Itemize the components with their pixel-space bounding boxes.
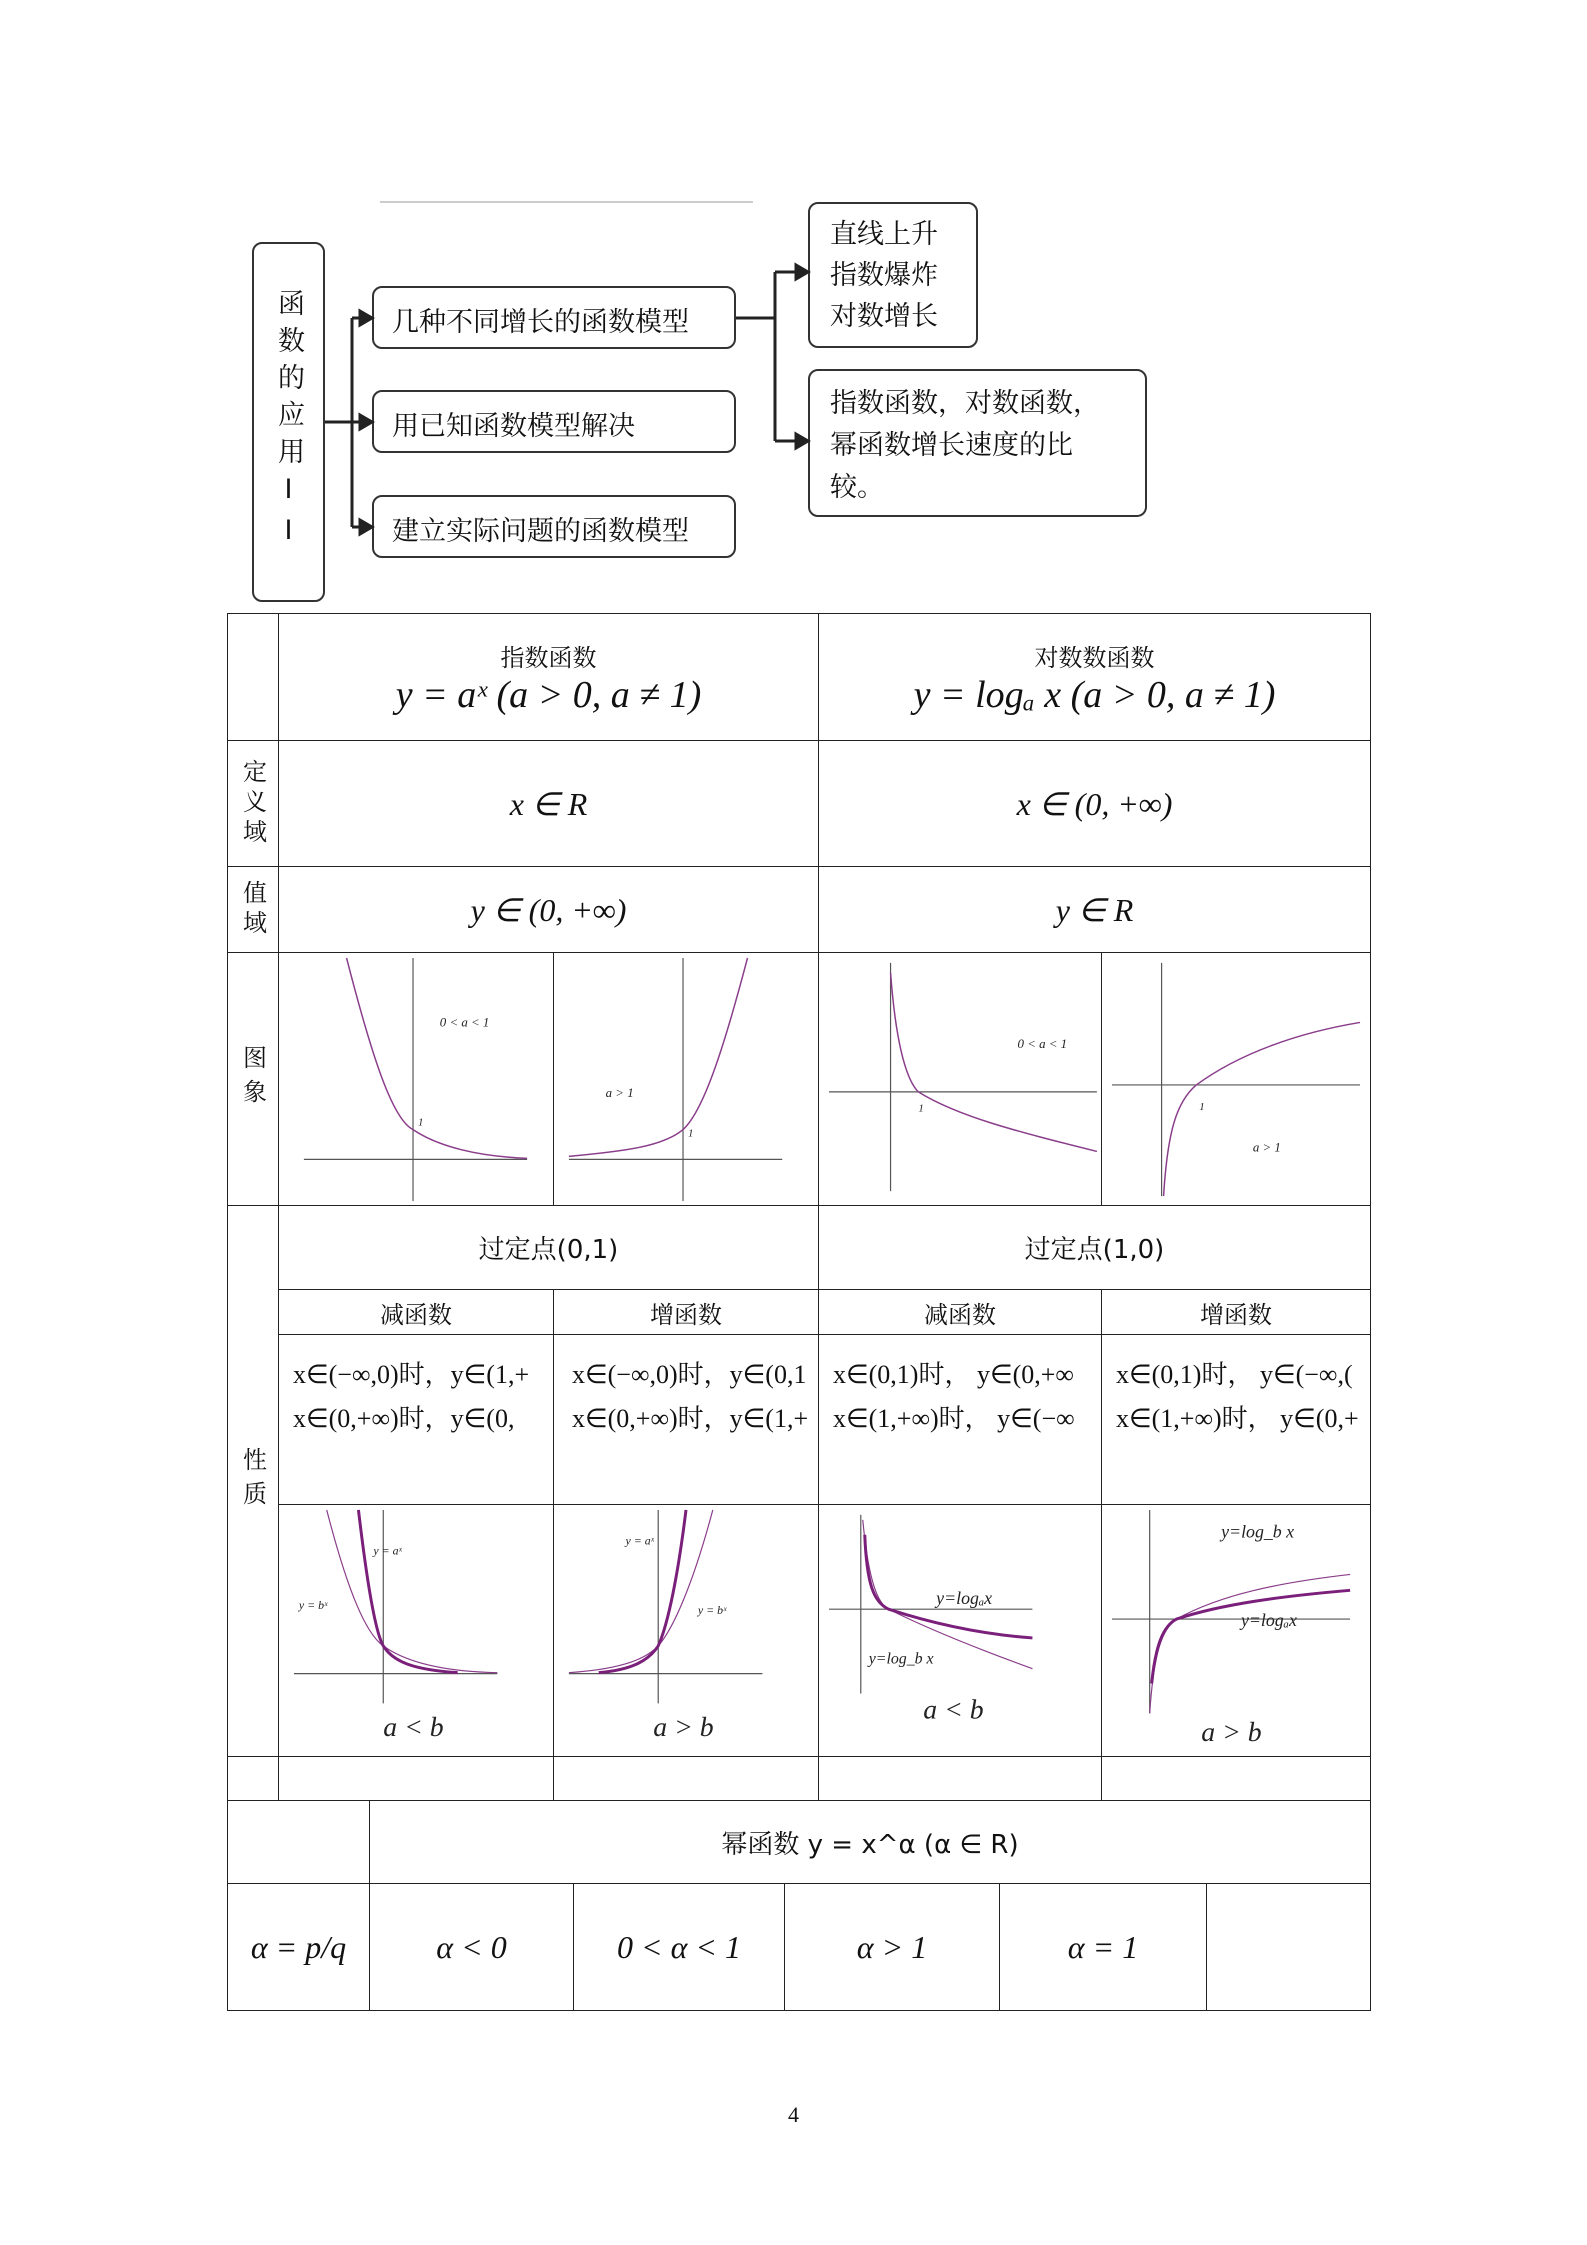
- prop-line: x∈(1,+∞)时， y∈(0,+: [1116, 1404, 1359, 1433]
- log-domain: x ∈ (0, +∞): [818, 740, 1371, 867]
- range-label: 值域: [227, 866, 279, 953]
- exp-range: y ∈ (0, +∞): [278, 866, 819, 953]
- property-label: 性质: [227, 1205, 279, 1757]
- log-header: [818, 613, 1371, 741]
- branch-known-models: 用已知函数模型解决: [372, 390, 736, 453]
- curve-b-label: y = bˣ: [298, 1598, 328, 1613]
- compare-caption: a > b: [1201, 1717, 1262, 1749]
- props-4: [1101, 1334, 1371, 1505]
- branch-build-models: 建立实际问题的函数模型: [372, 495, 736, 558]
- branch-growth-models: 几种不同增长的函数模型: [372, 286, 736, 349]
- compare-caption: a > b: [653, 1712, 714, 1744]
- empty-cell: [278, 1756, 554, 1801]
- log-title: 对数数函数: [1034, 643, 1155, 672]
- exp-header: [278, 613, 819, 741]
- curve-b-label: y = bˣ: [697, 1603, 727, 1618]
- compare-caption: a < b: [923, 1694, 984, 1726]
- leaf-exp: 指数爆炸: [830, 260, 938, 291]
- prop-line: x∈(−∞,0)时，y∈(0,1: [572, 1360, 807, 1389]
- log-fixed-point: 过定点(1,0): [818, 1205, 1371, 1290]
- empty-cell: [1206, 1883, 1371, 2011]
- prop-line: x∈(0,+∞)时，y∈(1,+: [572, 1404, 809, 1433]
- power-corner: [227, 1800, 370, 1884]
- graph-label-log-decreasing: 0 < a < 1: [1017, 1037, 1068, 1052]
- power-title: 幂函数 y = x^α (α ∈ R): [369, 1800, 1371, 1884]
- log-range: y ∈ R: [818, 866, 1371, 953]
- graph-log-decreasing: [818, 952, 1102, 1206]
- graph-label-decreasing: 0 < a < 1: [439, 1015, 490, 1030]
- curve-b-label: y=log_b x: [868, 1650, 934, 1668]
- props-3: [818, 1334, 1102, 1505]
- graph-label-increasing: a > 1: [605, 1085, 634, 1100]
- props-2: [553, 1334, 819, 1505]
- leaf-comparison: 指数函数，对数函数，幂函数增长速度的比较。: [808, 369, 1147, 517]
- alpha-definition: α = p/q: [227, 1883, 370, 2011]
- curve-b-label: y=log_b x: [1221, 1521, 1295, 1542]
- log-formula: y = logₐ x (a > 0, a ≠ 1): [913, 673, 1276, 716]
- case-negative: α < 0: [369, 1883, 574, 2011]
- props-1: [278, 1334, 554, 1505]
- point-one-label: 1: [687, 1127, 694, 1140]
- empty-cell: [553, 1756, 819, 1801]
- prop-line: x∈(1,+∞)时， y∈(−∞: [833, 1404, 1075, 1433]
- compare-exp-a-less-b: [278, 1504, 554, 1757]
- compare-log-a-less-b: [818, 1504, 1102, 1757]
- prop-line: x∈(−∞,0)时，y∈(1,+: [293, 1360, 530, 1389]
- prop-line: x∈(0,1)时， y∈(0,+∞: [833, 1360, 1074, 1389]
- compare-exp-a-greater-b: [553, 1504, 819, 1757]
- mono-3: 减函数: [818, 1289, 1102, 1335]
- exp-title: 指数函数: [500, 643, 597, 672]
- empty-cell: [1101, 1756, 1371, 1801]
- diagram-connectors: [0, 0, 1587, 700]
- domain-label: 定义域: [227, 740, 279, 867]
- compare-log-a-greater-b: [1101, 1504, 1371, 1757]
- mono-1: 减函数: [278, 1289, 554, 1335]
- point-one-label: 1: [918, 1102, 924, 1115]
- prop-line: x∈(0,+∞)时，y∈(0,: [293, 1404, 515, 1433]
- exp-fixed-point: 过定点(0,1): [278, 1205, 819, 1290]
- mono-2: 增函数: [553, 1289, 819, 1335]
- curve-a-label: y=logₐx: [1240, 1610, 1297, 1631]
- case-between: 0 < α < 1: [573, 1883, 785, 2011]
- corner-cell: [227, 613, 279, 741]
- graph-exp-increasing: [553, 952, 819, 1206]
- curve-a-label: y=logₐx: [936, 1588, 993, 1609]
- graph-exp-decreasing: [278, 952, 554, 1206]
- root-node: 函数的应用II: [252, 242, 325, 602]
- curve-a-label: y = aˣ: [373, 1543, 402, 1558]
- page-number: 4: [788, 2102, 799, 2127]
- prop-line: x∈(0,1)时， y∈(−∞,(: [1116, 1360, 1353, 1389]
- exp-formula: y = aˣ (a > 0, a ≠ 1): [395, 673, 702, 716]
- empty-cell: [227, 1756, 279, 1801]
- curve-a-label: y = aˣ: [625, 1533, 655, 1548]
- point-one-label: 1: [1199, 1100, 1205, 1113]
- graph-label: 图象: [227, 952, 279, 1206]
- case-greater: α > 1: [784, 1883, 1000, 2011]
- leaf-log: 对数增长: [830, 301, 938, 332]
- point-one-label: 1: [417, 1116, 424, 1129]
- leaf-line: 直线上升: [830, 219, 938, 250]
- exp-domain: x ∈ R: [278, 740, 819, 867]
- case-one: α = 1: [999, 1883, 1207, 2011]
- graph-log-increasing: [1101, 952, 1371, 1206]
- graph-label-log-increasing: a > 1: [1252, 1140, 1281, 1155]
- mono-4: 增函数: [1101, 1289, 1371, 1335]
- compare-caption: a < b: [383, 1712, 444, 1744]
- empty-cell: [818, 1756, 1102, 1801]
